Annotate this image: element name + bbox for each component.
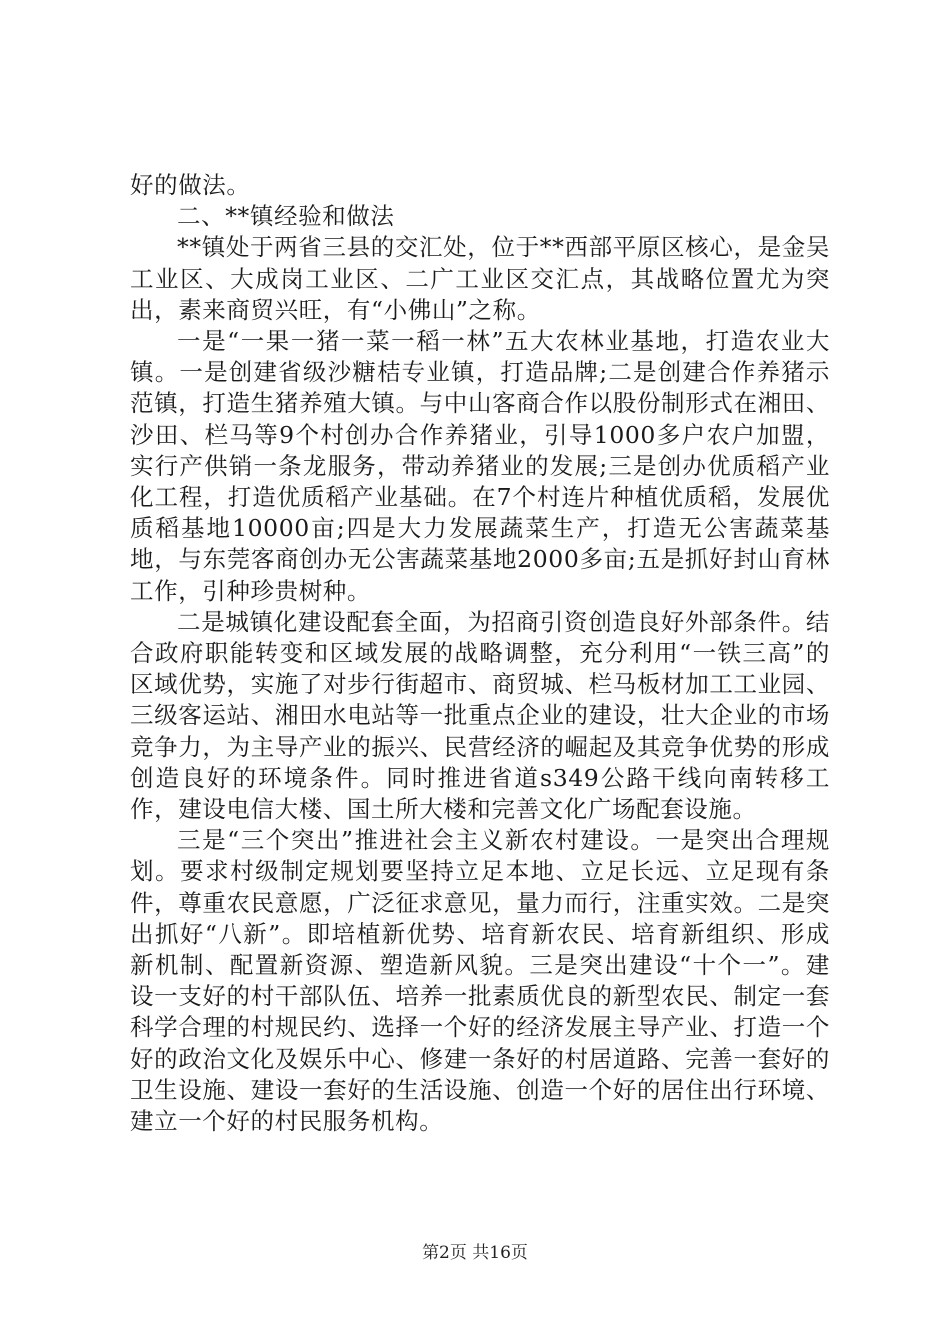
paragraph-urbanization: 二是城镇化建设配套全面，为招商引资创造良好外部条件。结合政府职能转变和区域发展的战略调整，充分利用“一铁三高”的区域优势，实施了对步行街超市、商贸城、栏马板材加工工业园、三级客运站、湘田水电站等一批重点企业的建设，壮大企业的市场竞争力，为主导产业的振兴、民营经济的崛起及其竞争优势的形成创造良好的环境条件。同时推进省道s349公路干线向南转移工作，建设电信大楼、国土所大楼和完善文化广场配套设施。 [130,607,830,824]
page-number-footer: 第2页 共16页 [422,1243,528,1263]
paragraph-agriculture: 一是“一果一猪一菜一稻一林”五大农林业基地，打造农业大镇。一是创建省级沙糖桔专业镇，打造品牌;二是创建合作养猪示范镇，打造生猪养殖大镇。与中山客商合作以股份制形式在湘田、沙田、栏马等9个村创办合作养猪业，引导1000多户农户加盟，实行产供销一条龙服务，带动养猪业的发展;三是创办优质稻产业化工程，打造优质稻产业基础。在7个村连片种植优质稻，发展优质稻基地10000亩;四是大力发展蔬菜生产，打造无公害蔬菜基地，与东莞客商创办无公害蔬菜基地2000多亩;五是抓好封山育林工作，引种珍贵树种。 [130,327,830,605]
paragraph-new-countryside: 三是“三个突出”推进社会主义新农村建设。一是突出合理规划。要求村级制定规划要坚持立足本地、立足长远、立足现有条件，尊重农民意愿，广泛征求意见，量力而行，注重实效。二是突出抓好“八新”。即培植新优势、培育新农民、培育新组织、形成新机制、配置新资源、塑造新风貌。三是突出建设“十个一”。建设一支好的村干部队伍、培养一批素质优良的新型农民、制定一套科学合理的村规民约、选择一个好的经济发展主导产业、打造一个好的政治文化及娱乐中心、修建一条好的村居道路、完善一套好的卫生设施、建设一套好的生活设施、创造一个好的居住出行环境、建立一个好的村民服务机构。 [130,826,830,1136]
paragraph-continuation: 好的做法。 [130,171,251,199]
document-body [130,170,830,1137]
section-heading: 二、**镇经验和做法 [177,202,395,231]
paragraph-intro: **镇处于两省三县的交汇处，位于**西部平原区核心，是金吴工业区、大成岗工业区、二广工业区交汇点，其战略位置尤为突出，素来商贸兴旺，有“小佛山”之称。 [130,233,830,324]
